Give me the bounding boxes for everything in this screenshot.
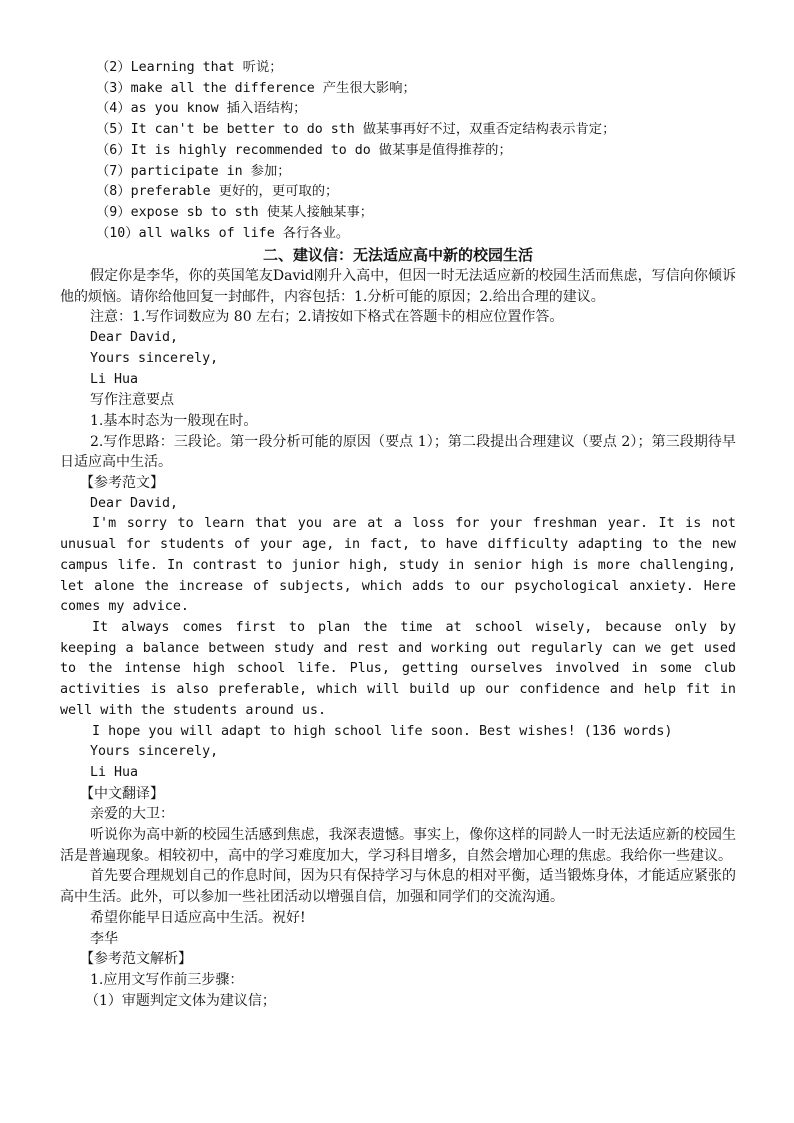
list-item: （3）make all the difference 产生很大影响； — [96, 80, 416, 96]
list-item: （10）all walks of life 各行各业。 — [96, 225, 350, 241]
sample-paragraph-1: I'm sorry to learn that you are at a loss for your freshman year. It is not unusual for students of your age, in fact, to have difficulty adapting to the new campus life. In contrast to junior high, study in senior high is more challenging, let alone the increase of subjects, which adds to our psychological anxiety. Here comes my advice. — [60, 516, 736, 615]
sample-label: 【参考范文】 — [80, 475, 164, 492]
analysis-step-1: （1）审题判定文体为建议信； — [85, 992, 276, 1009]
translation-paragraph-1: 听说你为高中新的校园生活感到焦虑，我深表遗憾。事实上，像你这样的同龄人一时无法适应新的校园生活是普遍现象。相较初中，高中的学习难度加大，学习科目增多，自然会增加心理的焦虑。我给你一些建议。 — [60, 827, 736, 864]
sample-closing: Yours sincerely, — [90, 744, 219, 760]
writing-points-title: 写作注意要点 — [90, 392, 174, 409]
translation-name: 李华 — [90, 930, 118, 947]
translation-paragraph-3: 希望你能早日适应高中生活。祝好! — [90, 909, 306, 926]
format-closing: Yours sincerely, — [90, 350, 219, 366]
list-item: （4）as you know 插入语结构； — [96, 101, 307, 117]
sample-paragraph-2: It always comes first to plan the time at school wisely, because only by keeping a balance between study and rest and working out regularly can we get used to the intense high school life. Plus, getting ourselves involved in some club activities is also preferable, which will build up our confidence and help fit in well with the students around us. — [60, 619, 736, 718]
translation-label: 【中文翻译】 — [80, 785, 164, 802]
list-item: （8）preferable 更好的，更可取的； — [96, 184, 339, 200]
writing-point-1: 1.基本时态为一般现在时。 — [90, 412, 258, 429]
sample-name: Li Hua — [90, 764, 139, 780]
list-item: （7）participate in 参加； — [96, 163, 291, 179]
sample-paragraph-3: I hope you will adapt to high school life soon. Best wishes! (136 words) — [92, 723, 673, 739]
list-item: （5）It can't be better to do sth 做某事再好不过，双重否定结构表示肯定； — [96, 122, 616, 138]
section-title: 二、建议信：无法适应高中新的校园生活 — [262, 246, 533, 265]
list-item: （9）expose sb to sth 使某人接触某事； — [96, 204, 374, 220]
format-greeting: Dear David, — [90, 330, 179, 346]
translation-greeting: 亲爱的大卫： — [90, 806, 174, 823]
analysis-label: 【参考范文解析】 — [80, 951, 192, 968]
document-page — [60, 58, 736, 1011]
task-prompt: 假定你是李华，你的英国笔友David刚升入高中，但因一时无法适应新的校园生活而焦虑，写信向你倾诉他的烦恼。请你给他回复一封邮件，内容包括：1.分析可能的原因；2.给出合理的建议。 — [60, 268, 736, 305]
format-name: Li Hua — [90, 371, 139, 387]
list-item: （6）It is highly recommended to do 做某事是值得推荐的； — [96, 142, 512, 158]
writing-point-2: 2.写作思路：三段论。第一段分析可能的原因（要点 1）；第二段提出合理建议（要点 2）；第三段期待早日适应高中生活。 — [60, 433, 736, 471]
task-note: 注意：1.写作词数应为 80 左右；2.请按如下格式在答题卡的相应位置作答。 — [90, 309, 564, 326]
list-item: （2）Learning that 听说； — [96, 60, 283, 75]
sample-greeting: Dear David, — [90, 495, 179, 511]
phrase-list — [60, 58, 736, 244]
analysis-step-title: 1.应用文写作前三步骤： — [90, 971, 244, 988]
translation-paragraph-2: 首先要合理规划自己的作息时间，因为只有保持学习与休息的相对平衡，适当锻炼身体，才能适应紧张的高中生活。此外，可以参加一些社团活动以增强自信，加强和同学们的交流沟通。 — [60, 868, 736, 906]
